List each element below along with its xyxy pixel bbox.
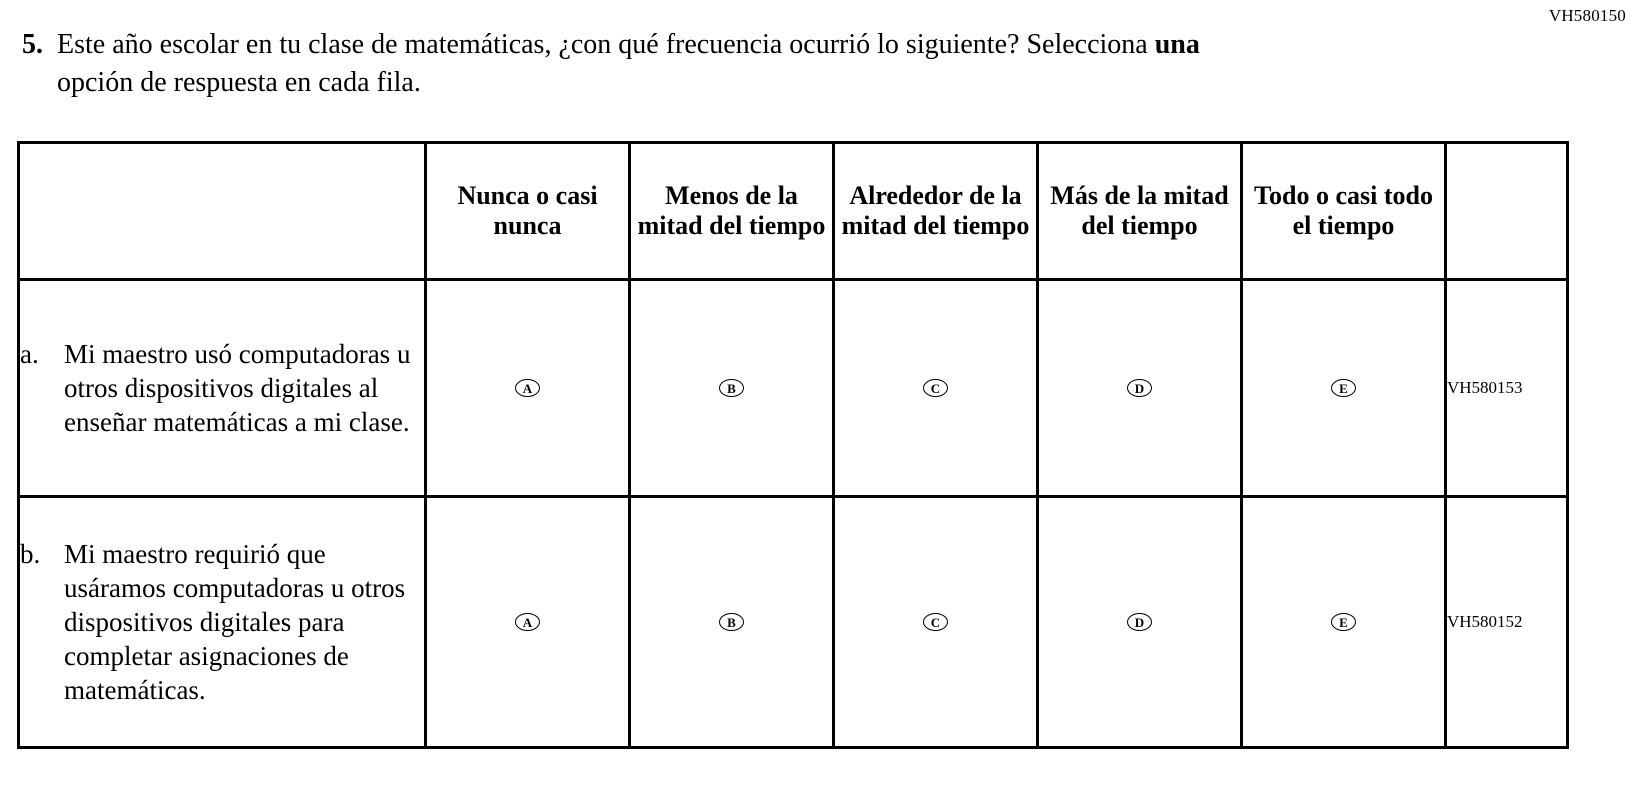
bubble-d-icon[interactable]: D — [1127, 379, 1152, 397]
response-matrix — [17, 141, 1569, 749]
bubble-c-icon[interactable]: C — [923, 613, 948, 631]
row-stem-a — [19, 280, 426, 497]
item-code-row-a: VH580153 — [1446, 280, 1568, 497]
bubble-a-icon[interactable]: A — [515, 379, 540, 397]
bubble-a-icon[interactable]: A — [515, 613, 540, 631]
column-header-about-half: Alrededor de la mitad del tiempo — [834, 143, 1038, 280]
bubble-b-icon[interactable]: B — [719, 613, 744, 631]
question-number: 5. — [22, 29, 43, 60]
bubble-b-icon[interactable]: B — [719, 379, 744, 397]
question-text — [57, 26, 1237, 102]
option-d-row-b[interactable] — [1038, 497, 1242, 748]
option-a-row-a[interactable] — [426, 280, 630, 497]
question-text-part2: opción de respuesta en cada fila. — [57, 67, 421, 98]
option-a-row-b[interactable] — [426, 497, 630, 748]
table-header-row — [19, 143, 1568, 280]
option-b-row-b[interactable] — [630, 497, 834, 748]
option-e-row-b[interactable] — [1242, 497, 1446, 748]
row-stem-b — [19, 497, 426, 748]
question-text-bold: una — [1154, 29, 1200, 60]
question-stem — [22, 26, 1322, 102]
bubble-e-icon[interactable]: E — [1331, 379, 1356, 397]
option-c-row-b[interactable] — [834, 497, 1038, 748]
column-header-all-or-almost-all: Todo o casi todo el tiempo — [1242, 143, 1446, 280]
column-header-never: Nunca o casi nunca — [426, 143, 630, 280]
table-row — [19, 497, 1568, 748]
table-row — [19, 280, 1568, 497]
bubble-e-icon[interactable]: E — [1331, 613, 1356, 631]
column-header-blank — [19, 143, 426, 280]
option-e-row-a[interactable] — [1242, 280, 1446, 497]
booklet-code: VH580150 — [1548, 6, 1626, 25]
option-c-row-a[interactable] — [834, 280, 1038, 497]
row-letter-b: b. — [20, 539, 41, 569]
column-header-more-than-half: Más de la mitad del tiempo — [1038, 143, 1242, 280]
row-letter-a: a. — [20, 339, 39, 369]
column-header-less-than-half: Menos de la mitad del tiempo — [630, 143, 834, 280]
option-d-row-a[interactable] — [1038, 280, 1242, 497]
bubble-d-icon[interactable]: D — [1127, 613, 1152, 631]
item-code-row-b: VH580152 — [1446, 497, 1568, 748]
question-text-part1: Este año escolar en tu clase de matemáticas, ¿con qué frecuencia ocurrió lo siguiente? Selecciona — [57, 29, 1155, 60]
option-b-row-a[interactable] — [630, 280, 834, 497]
bubble-c-icon[interactable]: C — [923, 379, 948, 397]
row-text-a: Mi maestro usó computadoras u otros dispositivos digitales al enseñar matemáticas a mi clase. — [64, 339, 411, 437]
column-header-code — [1446, 143, 1568, 280]
row-text-b: Mi maestro requirió que usáramos computadoras u otros dispositivos digitales para completar asignaciones de matemáticas. — [64, 539, 406, 705]
